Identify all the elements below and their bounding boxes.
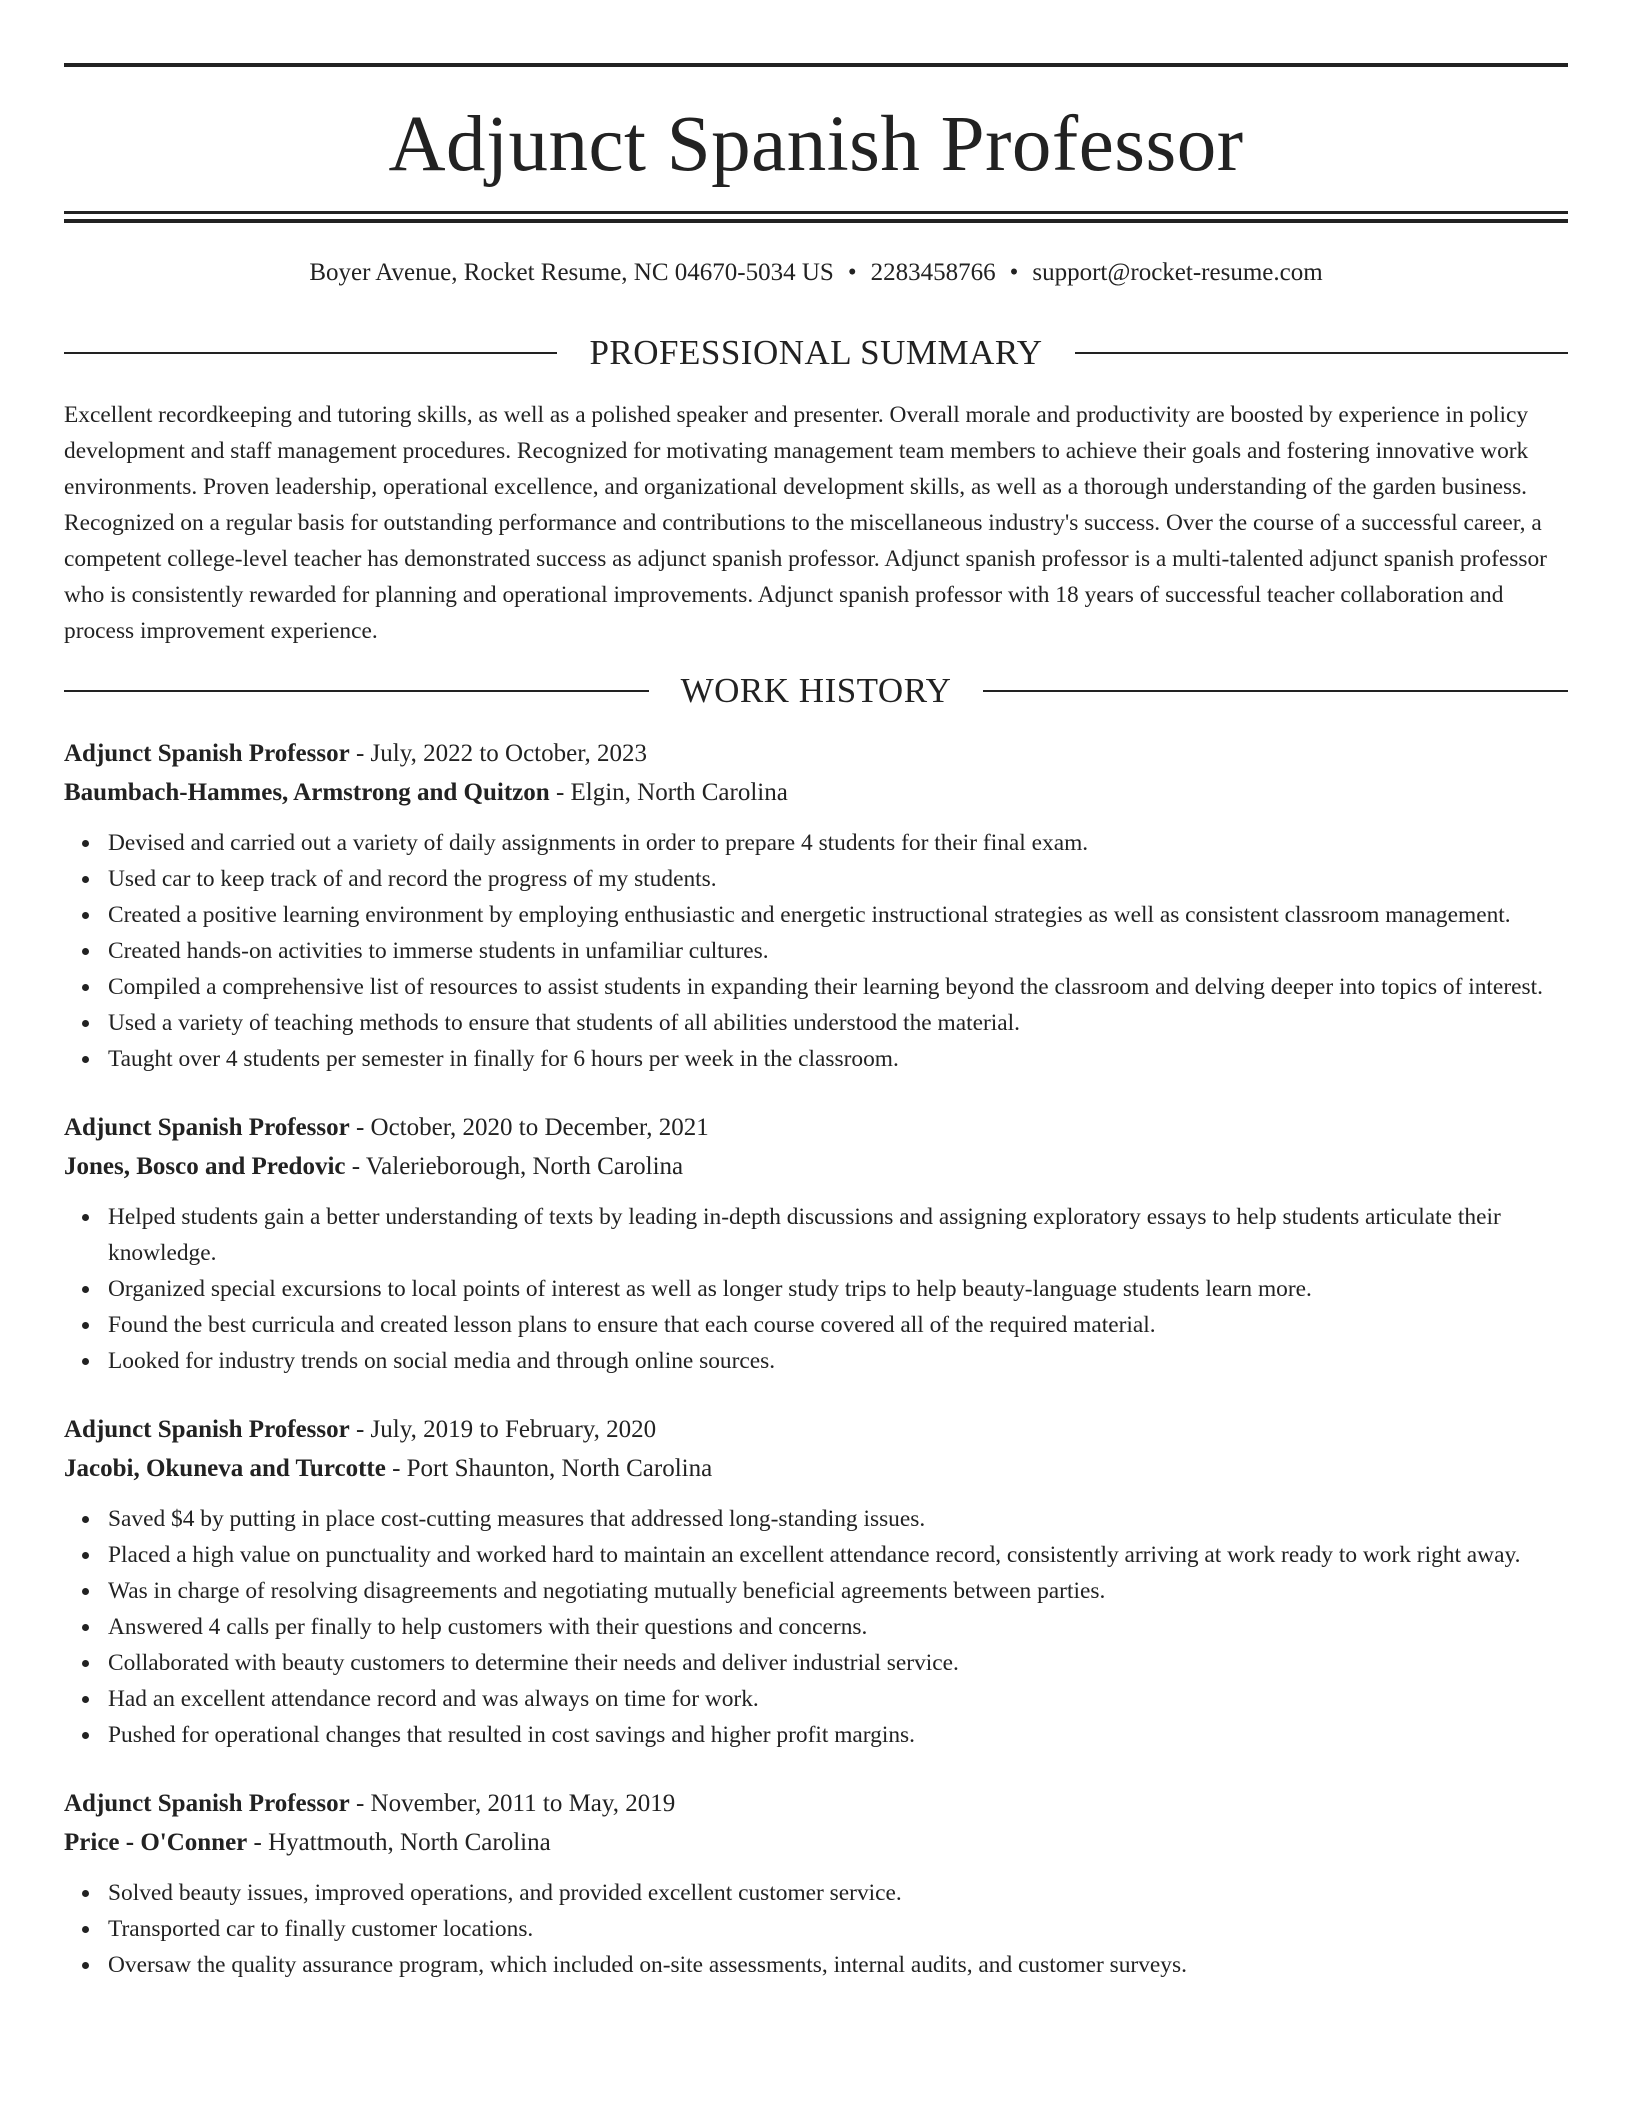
job-bullet: Helped students gain a better understanding of texts by leading in-depth discussions and assigning exploratory essays to help students articulate their knowledge. (108, 1199, 1568, 1271)
job-bullet: Answered 4 calls per finally to help customers with their questions and concerns. (108, 1609, 1568, 1645)
job-location: - Hyattmouth, North Carolina (247, 1828, 551, 1856)
title-double-rule (64, 211, 1568, 223)
job-entry (64, 1411, 1568, 1753)
job-entry (64, 1109, 1568, 1379)
contact-separator: • (1009, 259, 1019, 286)
job-location: - Port Shaunton, North Carolina (385, 1454, 713, 1482)
job-bullet: Created hands-on activities to immerse students in unfamiliar cultures. (108, 933, 1568, 969)
job-bullet: Taught over 4 students per semester in finally for 6 hours per week in the classroom. (108, 1041, 1568, 1077)
job-bullet: Pushed for operational changes that resulted in cost savings and higher profit margins. (108, 1717, 1568, 1753)
job-title: Adjunct Spanish Professor (64, 1416, 350, 1443)
work-history-heading: WORK HISTORY (680, 671, 952, 710)
job-company-line (64, 1450, 1568, 1489)
job-bullet: Devised and carried out a variety of daily assignments in order to prepare 4 students for their final exam. (108, 825, 1568, 861)
job-title: Adjunct Spanish Professor (64, 1114, 350, 1141)
job-bullet: Compiled a comprehensive list of resources to assist students in expanding their learning beyond the classroom and delving deeper into topics of interest. (108, 969, 1568, 1005)
page-title: Adjunct Spanish Professor (388, 101, 1244, 188)
job-bullets (64, 825, 1568, 1077)
job-title: Adjunct Spanish Professor (64, 1790, 350, 1817)
heading-rule-left (64, 690, 649, 692)
job-company: Jones, Bosco and Predovic (64, 1152, 346, 1180)
job-bullet: Was in charge of resolving disagreements and negotiating mutually beneficial agreements between parties. (108, 1573, 1568, 1609)
contact-email: support@rocket-resume.com (1032, 259, 1323, 286)
job-company-line (64, 1148, 1568, 1187)
contact-phone: 2283458766 (870, 259, 996, 286)
job-title: Adjunct Spanish Professor (64, 740, 350, 767)
job-bullet: Saved $4 by putting in place cost-cutting measures that addressed long-standing issues. (108, 1501, 1568, 1537)
job-company-line (64, 1824, 1568, 1863)
job-bullet: Had an excellent attendance record and was always on time for work. (108, 1681, 1568, 1717)
job-company: Jacobi, Okuneva and Turcotte (64, 1454, 386, 1482)
job-bullet: Created a positive learning environment by employing enthusiastic and energetic instructional strategies as well as consistent classroom management. (108, 897, 1568, 933)
job-bullet: Used a variety of teaching methods to ensure that students of all abilities understood the material. (108, 1005, 1568, 1041)
job-bullets (64, 1875, 1568, 1983)
work-history-heading-row (64, 671, 1568, 711)
job-bullet: Used car to keep track of and record the progress of my students. (108, 861, 1568, 897)
heading-rule-right (1075, 352, 1568, 354)
top-rule (64, 63, 1568, 67)
job-company-line (64, 774, 1568, 813)
job-bullet: Organized special excursions to local points of interest as well as longer study trips to help beauty-language students learn more. (108, 1271, 1568, 1307)
job-location: - Valerieborough, North Carolina (345, 1152, 684, 1180)
job-bullet: Collaborated with beauty customers to determine their needs and deliver industrial service. (108, 1645, 1568, 1681)
job-title-line (64, 1785, 1568, 1824)
job-dates: - November, 2011 to May, 2019 (349, 1790, 676, 1817)
job-bullet: Found the best curricula and created lesson plans to ensure that each course covered all of the required material. (108, 1307, 1568, 1343)
heading-rule-left (64, 352, 557, 354)
job-entry (64, 735, 1568, 1077)
job-bullet: Solved beauty issues, improved operations, and provided excellent customer service. (108, 1875, 1568, 1911)
job-location: - Elgin, North Carolina (549, 778, 788, 806)
contact-line (64, 257, 1568, 289)
summary-text: Excellent recordkeeping and tutoring skills, as well as a polished speaker and presenter. Overall morale and productivity are boosted by experience in policy development and staff management procedures. Recognized for motivating management team members to achieve their goals and fostering innovative work environments. Proven leadership, operational excellence, and organizational development skills, as well as a thorough understanding of the garden business. Recognized on a regular basis for outstanding performance and contributions to the miscellaneous industry's success. Over the course of a successful career, a competent college-level teacher has demonstrated success as adjunct spanish professor. Adjunct spanish professor is a multi-talented adjunct spanish professor who is consistently rewarded for planning and operational improvements. Adjunct spanish professor with 18 years of successful teacher collaboration and process improvement experience. (64, 402, 1547, 644)
job-title-line (64, 1411, 1568, 1450)
job-company: Baumbach-Hammes, Armstrong and Quitzon (64, 778, 550, 806)
job-bullet: Transported car to finally customer locations. (108, 1911, 1568, 1947)
summary-heading: PROFESSIONAL SUMMARY (589, 333, 1043, 372)
job-title-line (64, 1109, 1568, 1148)
job-bullet: Placed a high value on punctuality and worked hard to maintain an excellent attendance record, consistently arriving at work ready to work right away. (108, 1537, 1568, 1573)
job-dates: - July, 2022 to October, 2023 (349, 740, 648, 767)
job-bullets (64, 1199, 1568, 1379)
job-title-line (64, 735, 1568, 774)
job-entry (64, 1785, 1568, 1983)
contact-address: Boyer Avenue, Rocket Resume, NC 04670-5034 US (309, 259, 834, 286)
job-dates: - October, 2020 to December, 2021 (349, 1114, 709, 1141)
job-bullets (64, 1501, 1568, 1753)
job-bullet: Looked for industry trends on social media and through online sources. (108, 1343, 1568, 1379)
contact-separator: • (847, 259, 857, 286)
job-company: Price - O'Conner (64, 1828, 248, 1856)
summary-heading-row (64, 333, 1568, 373)
resume-page (64, 0, 1568, 1983)
job-dates: - July, 2019 to February, 2020 (349, 1416, 657, 1443)
heading-rule-right (983, 690, 1568, 692)
job-bullet: Oversaw the quality assurance program, which included on-site assessments, internal audits, and customer surveys. (108, 1947, 1568, 1983)
